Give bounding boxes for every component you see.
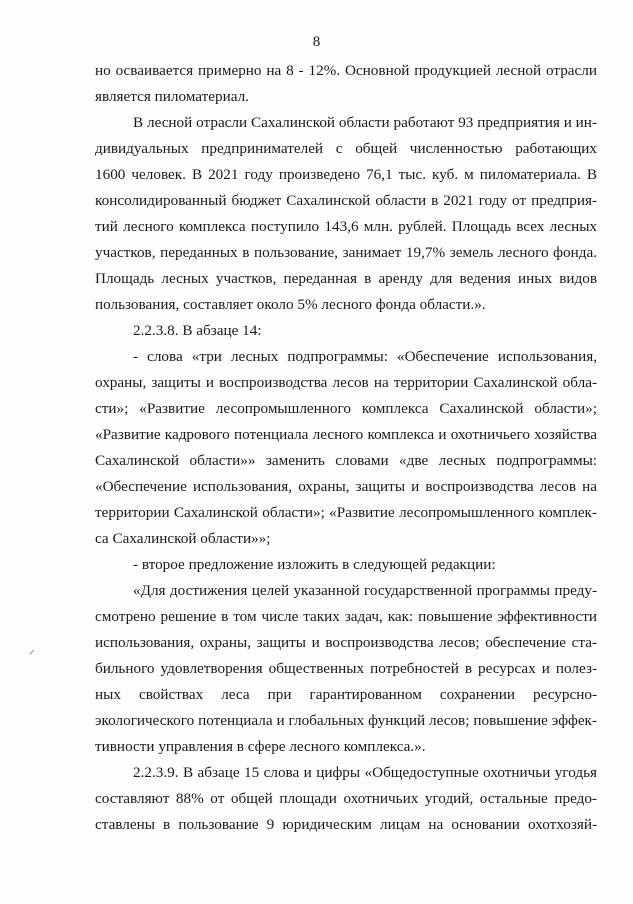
text-line: «Развитие кадрового потенциала лесного комплекса и охотничьего хозяйства bbox=[95, 426, 597, 443]
text-line: пользования, составляет около 5% лесного фонда области.». bbox=[95, 296, 486, 313]
text-line: но осваивается примерно на 8 - 12%. Основной продукцией лесной отрасли bbox=[95, 62, 597, 79]
text-line: 1600 человек. В 2021 году произведено 76,1 тыс. куб. м пиломатериала. В bbox=[95, 166, 597, 183]
text-line: ных свойствах леса при гарантированном сохранении ресурсно- bbox=[95, 686, 597, 703]
text-line: са Сахалинской области»»; bbox=[95, 530, 271, 547]
text-line: тивности управления в сфере лесного комплекса.». bbox=[95, 738, 426, 755]
text-line: является пиломатериал. bbox=[95, 88, 249, 105]
text-line: - второе предложение изложить в следующей редакции: bbox=[133, 556, 496, 573]
text-line: бильного удовлетворения общественных потребностей в ресурсах и полез- bbox=[95, 660, 597, 677]
text-line: участков, переданных в пользование, занимает 19,7% земель лесного фонда. bbox=[95, 244, 597, 261]
text-line: ставлены в пользование 9 юридическим лицам на основании охотхозяй- bbox=[95, 816, 597, 833]
text-line: тий лесного комплекса поступило 143,6 млн. рублей. Площадь всех лесных bbox=[95, 218, 597, 235]
text-line: - слова «три лесных подпрограммы: «Обеспечение использования, bbox=[133, 348, 597, 365]
text-line: консолидированный бюджет Сахалинской области в 2021 году от предприя- bbox=[95, 192, 597, 209]
text-line: «Обеспечение использования, охраны, защиты и воспроизводства лесов на bbox=[95, 478, 597, 495]
text-line: составляют 88% от общей площади охотничьих угодий, остальные предо- bbox=[95, 790, 597, 807]
text-line: сти»; «Развитие лесопромышленного комплекса Сахалинской области»; bbox=[95, 400, 597, 417]
text-line: территории Сахалинской области»; «Развитие лесопромышленного комплек- bbox=[95, 504, 597, 521]
text-line: экологического потенциала и глобальных функций лесов; повышение эффек- bbox=[95, 712, 597, 729]
text-line: 2.2.3.9. В абзаце 15 слова и цифры «Общедоступные охотничьи угодья bbox=[133, 764, 597, 781]
text-line: Сахалинской области»» заменить словами «две лесных подпрограммы: bbox=[95, 452, 597, 469]
text-line: Площадь лесных участков, переданная в аренду для ведения иных видов bbox=[95, 270, 597, 287]
text-line: дивидуальных предпринимателей с общей численностью работающих bbox=[95, 140, 597, 157]
page-number: 8 bbox=[312, 34, 321, 50]
section-heading: 2.2.3.8. В абзаце 14: bbox=[133, 322, 262, 339]
text-line: использования, охраны, защиты и воспроизводства лесов; обеспечение ста- bbox=[95, 634, 597, 651]
text-line: охраны, защиты и воспроизводства лесов на территории Сахалинской обла- bbox=[95, 374, 597, 391]
text-line: В лесной отрасли Сахалинской области работают 93 предприятия и ин- bbox=[133, 114, 597, 131]
scan-mark bbox=[29, 650, 40, 661]
text-line: смотрено решение в том числе таких задач, как: повышение эффективности bbox=[95, 608, 597, 625]
text-line: «Для достижения целей указанной государственной программы преду- bbox=[133, 582, 597, 599]
